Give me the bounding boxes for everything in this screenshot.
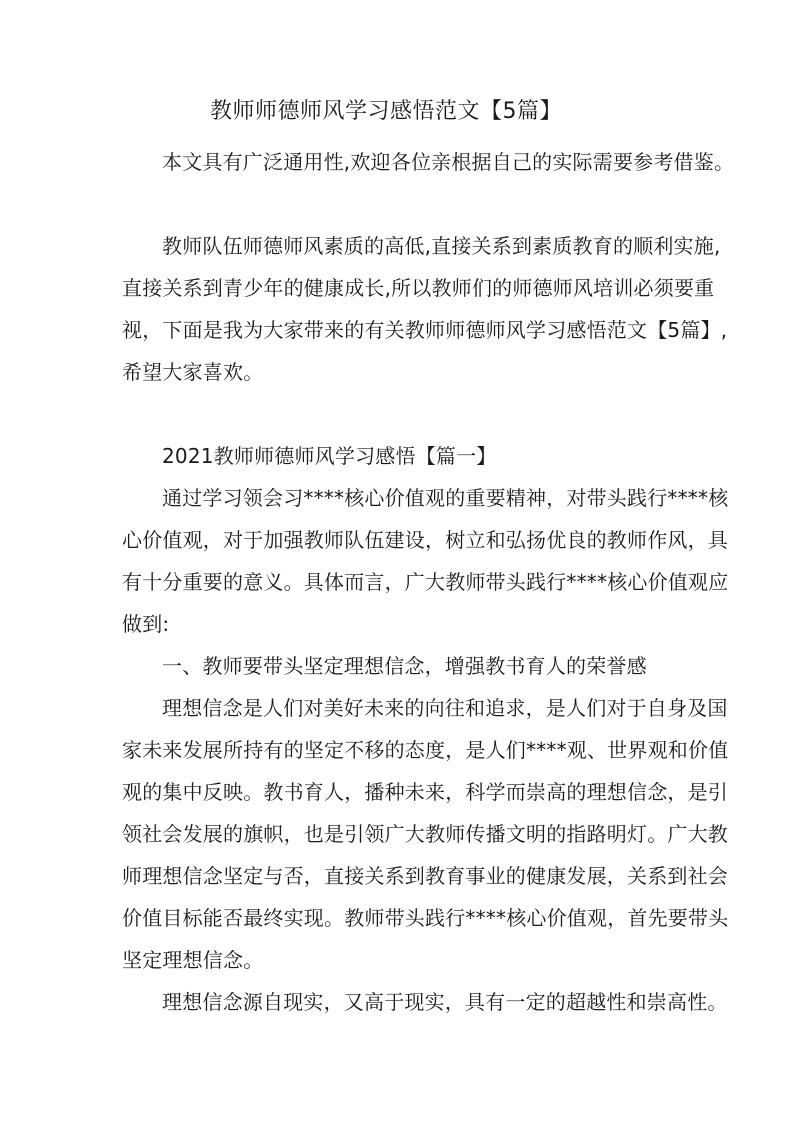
paragraph-line: 通过学习领会习****核心价值观的重要精神，对带头践行****核: [162, 486, 729, 510]
paragraph-line: 理想信念是人们对美好未来的向往和追求，是人们对于自身及国: [162, 696, 728, 720]
paragraph-line: 领社会发展的旗帜，也是引领广大教师传播文明的指路明灯。广大教: [122, 822, 728, 846]
paragraph-line: 家未来发展所持有的坚定不移的态度，是人们****观、世界观和价值: [122, 738, 729, 762]
document-title: 教师师德师风学习感悟范文【5篇】: [210, 99, 562, 124]
paragraph-line: 观的集中反映。教书育人，播种未来，科学而崇高的理想信念，是引: [122, 780, 728, 804]
paragraph-line: 希望大家喜欢。: [122, 360, 264, 384]
paragraph-line: 直接关系到青少年的健康成长,所以教师们的师德师风培训必须要重: [122, 276, 715, 300]
paragraph-line: 有十分重要的意义。具体而言，广大教师带头践行****核心价值观应: [122, 570, 729, 594]
paragraph-line: 教师队伍师德师风素质的高低,直接关系到素质教育的顺利实施,: [162, 234, 721, 258]
section-heading: 2021教师师德师风学习感悟【篇一】: [162, 444, 497, 468]
intro-line: 本文具有广泛通用性,欢迎各位亲根据自己的实际需要参考借鉴。: [162, 150, 735, 174]
subheading-line: 一、教师要带头坚定理想信念，增强教书育人的荣誉感: [162, 654, 647, 678]
paragraph-line: 视，下面是我为大家带来的有关教师师德师风学习感悟范文【5篇】,: [122, 318, 728, 342]
paragraph-line: 价值目标能否最终实现。教师带头践行****核心价值观，首先要带头: [122, 906, 729, 930]
paragraph-line: 心价值观，对于加强教师队伍建设，树立和弘扬优良的教师作风，具: [122, 528, 728, 552]
paragraph-line: 师理想信念坚定与否，直接关系到教育事业的健康发展，关系到社会: [122, 864, 728, 888]
paragraph-line: 理想信念源自现实，又高于现实，具有一定的超越性和崇高性。: [162, 990, 728, 1014]
paragraph-line: 坚定理想信念。: [122, 948, 264, 972]
paragraph-line: 做到:: [122, 612, 170, 636]
